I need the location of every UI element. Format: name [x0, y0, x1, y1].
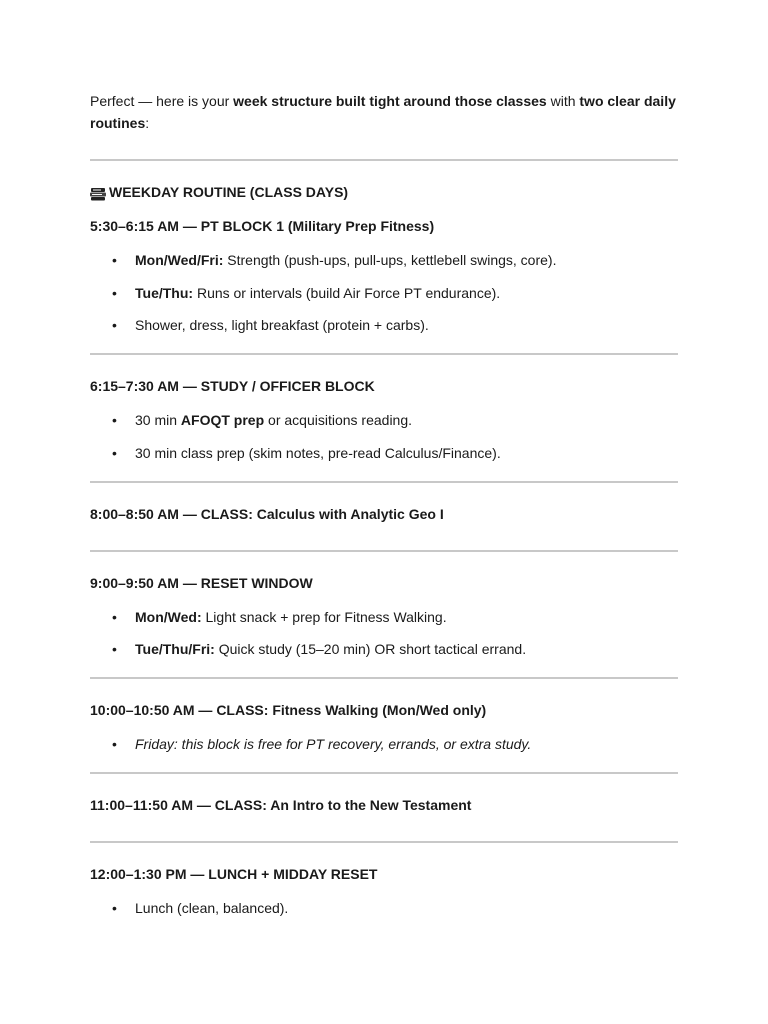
bullet-list	[90, 409, 678, 464]
item-label: Mon/Wed/Fri:	[135, 252, 224, 268]
bullet-icon: •	[112, 444, 117, 461]
item-text: or acquisitions reading.	[264, 412, 413, 428]
bullet-list	[90, 249, 678, 336]
intro-text-2: with	[546, 93, 580, 109]
item-label: Mon/Wed:	[135, 608, 202, 625]
block-heading: 12:00–1:30 PM — LUNCH + MIDDAY RESET	[90, 866, 378, 882]
schedule-block	[90, 843, 678, 936]
item-label: Tue/Thu/Fri:	[135, 641, 215, 657]
item-label: AFOQT prep	[180, 412, 265, 428]
schedule-block	[90, 774, 678, 841]
bullet-list	[90, 897, 678, 919]
schedule-block	[90, 483, 678, 550]
item-label: Tue/Thu:	[135, 284, 194, 301]
schedule-block	[90, 679, 678, 772]
intro-text: Perfect — here is your	[90, 93, 234, 109]
list-item	[90, 409, 678, 431]
block-heading: 9:00–9:50 AM — RESET WINDOW	[90, 574, 313, 591]
list-item	[90, 314, 678, 336]
list-item	[90, 249, 678, 271]
item-text-pre: 30 min	[135, 412, 181, 428]
block-heading: 5:30–6:15 AM — PT BLOCK 1 (Military Prep Fitness)	[90, 218, 435, 234]
intro-bold-2: two clear daily routines	[90, 93, 676, 131]
block-heading: 8:00–8:50 AM — CLASS: Calculus with Analytic Geo I	[90, 505, 444, 522]
document-content	[90, 90, 678, 936]
list-item	[90, 638, 678, 660]
block-heading: 10:00–10:50 AM — CLASS: Fitness Walking (Mon/Wed only)	[90, 702, 487, 718]
item-text: Runs or intervals (build Air Force PT endurance).	[193, 284, 501, 301]
item-text: Light snack + prep for Fitness Walking.	[201, 608, 447, 625]
schedule-block	[90, 552, 678, 678]
block-heading: 11:00–11:50 AM — CLASS: An Intro to the New Testament	[90, 797, 472, 813]
intro-paragraph	[90, 90, 678, 134]
bullet-list	[90, 733, 678, 755]
schedule-blocks	[90, 161, 678, 936]
list-item	[90, 282, 678, 304]
item-note: Friday: this block is free for PT recovery, errands, or extra study.	[135, 736, 532, 752]
bullet-icon: •	[112, 412, 117, 428]
bullet-icon: •	[112, 900, 117, 916]
intro-text-3: :	[145, 115, 150, 131]
bullet-list	[90, 606, 678, 661]
item-text: 30 min class prep (skim notes, pre-read Calculus/Finance).	[135, 444, 501, 461]
item-text: Strength (push-ups, pull-ups, kettlebell swings, core).	[223, 252, 557, 268]
list-item	[90, 897, 678, 919]
schedule-block	[90, 161, 678, 353]
list-item	[90, 606, 678, 628]
books-icon	[90, 185, 106, 199]
routine-title	[90, 181, 678, 203]
routine-title-text: WEEKDAY ROUTINE (CLASS DAYS)	[109, 184, 349, 200]
schedule-block	[90, 355, 678, 481]
item-text: Shower, dress, light breakfast (protein + carbs).	[135, 317, 429, 333]
item-text: Quick study (15–20 min) OR short tactical errand.	[214, 641, 527, 657]
intro-bold-1: week structure built tight around those classes	[233, 93, 547, 109]
list-item	[90, 442, 678, 464]
block-heading: 6:15–7:30 AM — STUDY / OFFICER BLOCK	[90, 378, 375, 394]
bullet-icon: •	[112, 736, 117, 752]
bullet-icon: •	[112, 252, 117, 268]
bullet-icon: •	[112, 317, 117, 333]
bullet-icon: •	[112, 641, 117, 657]
item-text: Lunch (clean, balanced).	[135, 900, 289, 916]
list-item	[90, 733, 678, 755]
bullet-icon: •	[112, 284, 117, 301]
bullet-icon: •	[112, 608, 117, 625]
